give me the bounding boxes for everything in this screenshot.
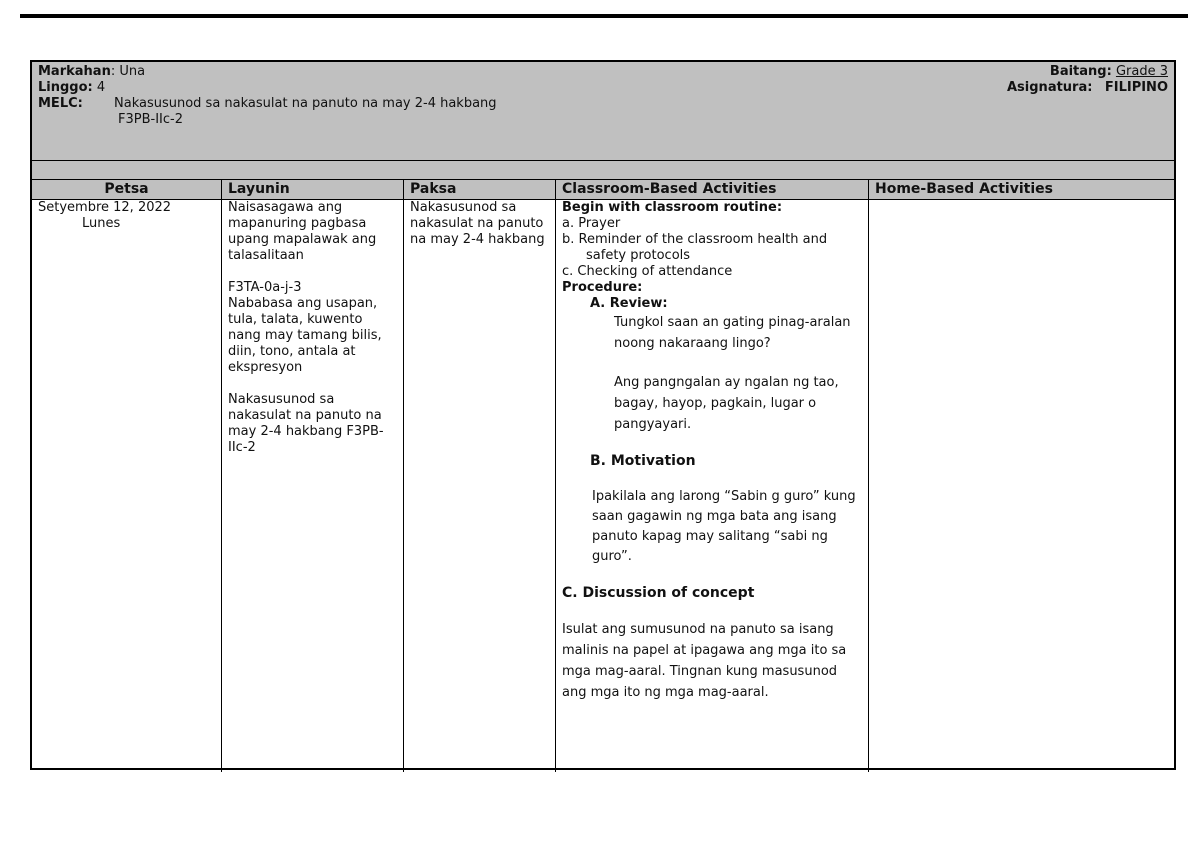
procedure-title: Procedure: <box>562 280 643 295</box>
linggo-line <box>38 80 514 96</box>
routine-prayer: a. Prayer <box>562 216 621 231</box>
column-home-activities <box>869 180 1176 772</box>
discussion-text: Isulat ang sumusunod na panuto sa isang malinis na papel at ipagawa ang mga ito sa mga mag-aaral. Tingnan kung masusunod ang mga ito ng mga mag-aaral. <box>562 622 847 700</box>
baitang-label: Baitang: <box>1049 64 1112 79</box>
column-paksa <box>404 180 556 772</box>
routine-title: Begin with classroom routine: <box>562 200 783 215</box>
classroom-content <box>562 200 862 703</box>
markahan-label: Markahan <box>38 64 111 79</box>
column-header-layunin: Layunin <box>228 181 290 197</box>
review-question: Tungkol saan an gating pinag-aralan noong nakaraang lingo? <box>614 315 851 351</box>
asignatura-line <box>1007 80 1168 96</box>
linggo-value: 4 <box>92 80 106 95</box>
routine-reminder: b. Reminder of the classroom health and <box>562 232 828 247</box>
review-answer: Ang pangngalan ay ngalan ng tao, bagay, hayop, pagkain, lugar o pangyayari. <box>614 375 839 432</box>
column-petsa <box>32 180 222 772</box>
review-title: A. Review: <box>590 296 668 311</box>
melc-label: MELC: <box>38 96 83 111</box>
column-header-petsa: Petsa <box>104 181 149 197</box>
baitang-value: Grade 3 <box>1115 64 1168 79</box>
column-layunin <box>222 180 404 772</box>
column-header-paksa: Paksa <box>410 181 457 197</box>
petsa-date: Setyembre 12, 2022 <box>38 200 172 215</box>
header-right <box>1007 64 1168 96</box>
motivation-text: Ipakilala ang larong “Sabin g guro” kung saan gagawin ng mga bata ang isang panuto kapag may salitang “sabi ng guro”. <box>592 489 856 564</box>
header-left <box>38 64 514 128</box>
asignatura-label: Asignatura: <box>1007 80 1093 95</box>
lesson-plan-table <box>30 60 1176 770</box>
table-body <box>32 180 1174 772</box>
layunin-text: Naisasagawa ang mapanuring pagbasa upang mapalawak ang talasalitaan F3TA-0a-j-3 Nababasa ang usapan, tula, talata, kuwento nang may tamang bilis, diin, tono, antala at ekspresyon Nakasusunod sa nakasulat na panuto na may 2-4 hakbang F3PB-IIc-2 <box>228 200 384 455</box>
melc-line <box>38 96 514 112</box>
top-rule <box>20 14 1188 18</box>
column-header-classroom: Classroom-Based Activities <box>562 181 777 197</box>
asignatura-value: FILIPINO <box>1104 80 1168 95</box>
melc-code: F3PB-IIc-2 <box>118 112 183 127</box>
baitang-line <box>1007 64 1168 80</box>
motivation-title: B. Motivation <box>590 453 696 469</box>
column-classroom-activities <box>556 180 869 772</box>
markahan-line <box>38 64 514 80</box>
header-spacer <box>32 161 1174 180</box>
routine-reminder-cont: safety protocols <box>586 248 691 263</box>
column-header-home: Home-Based Activities <box>875 181 1053 197</box>
header-block <box>32 62 1174 161</box>
paksa-text: Nakasusunod sa nakasulat na panuto na may 2-4 hakbang <box>410 200 545 247</box>
linggo-label: Linggo: <box>38 80 93 95</box>
melc-text: Nakasusunod sa nakasulat na panuto na may 2-4 hakbang <box>114 96 497 111</box>
routine-attendance: c. Checking of attendance <box>562 264 733 279</box>
discussion-title: C. Discussion of concept <box>562 585 755 601</box>
petsa-day: Lunes <box>82 216 121 231</box>
markahan-value: : Una <box>110 64 146 79</box>
